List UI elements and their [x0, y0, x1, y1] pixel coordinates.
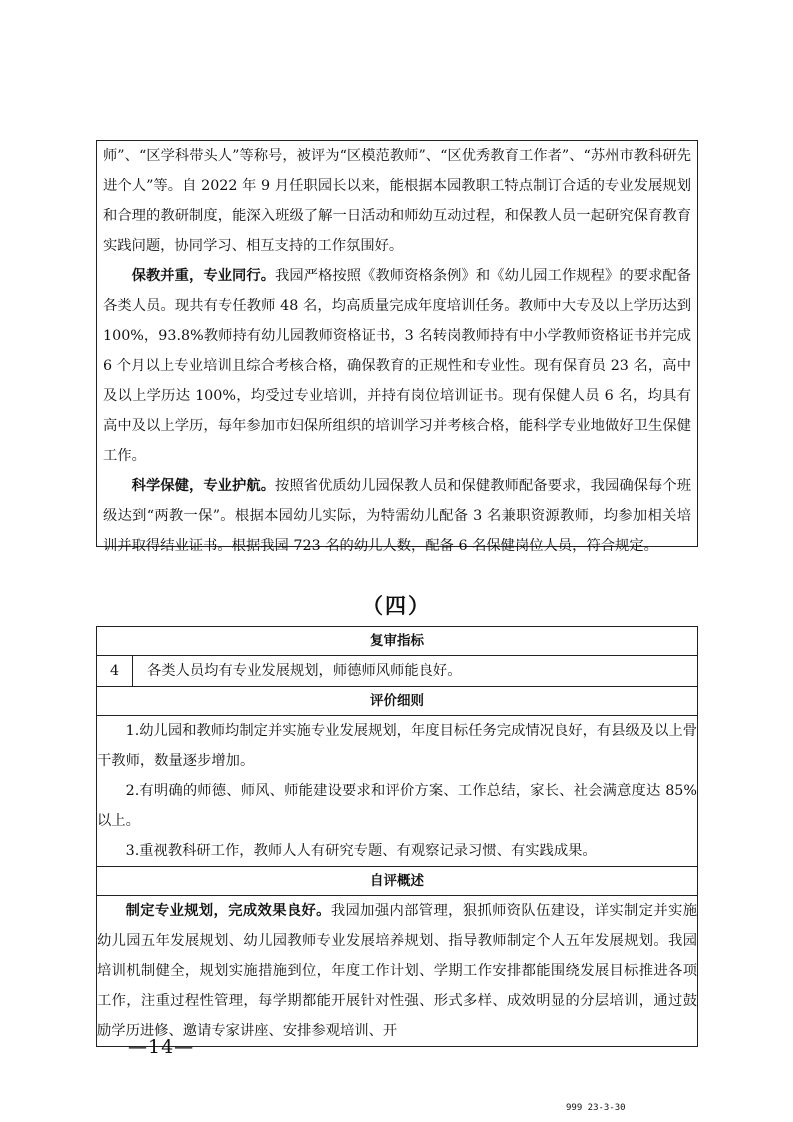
self-eval-lead: 制定专业规划，完成效果良好。 [125, 903, 331, 919]
self-eval-cell [97, 896, 698, 1047]
paragraph-qualifications: 师”、“区学科带头人”等称号，被评为“区模范教师”、“区优秀教育工作者”、“苏州市教科研先进个人”等。自 2022 年 9 月任职园长以来，能根据本园教职工特点制订合适的专业发展规划和合理的教研制度，能深入班级了解一日活动和师幼互动过程，和保教人员一起研究保育教育实践问题，协同学习、相互支持的工作氛围好。 [103, 148, 691, 254]
paragraph-body-health: 按照省优质幼儿园保教人员和保健教师配备要求，我园确保每个班级达到“两教一保”。根据本园幼儿实际，为特需幼儿配备 3 名兼职资源教师，均参加相关培训并取得结业证书。根据我园 723 名的幼儿人数，配备 6 名保健岗位人员，符合规定。 [103, 478, 692, 554]
criteria-header: 评价细则 [97, 687, 698, 716]
section-heading: （四） [362, 593, 431, 618]
criteria-item: 2.有明确的师德、师风、师能建设要求和评价方案、工作总结，家长、社会满意度达 85%以上。 [97, 783, 697, 829]
table-row [97, 716, 698, 867]
paragraph-lead-health: 科学保健，专业护航。 [131, 478, 276, 494]
criteria-cell [97, 716, 698, 867]
self-eval-header: 自评概述 [97, 867, 698, 896]
paragraph-body-staffing: 我园严格按照《教师资格条例》和《幼儿园工作规程》的要求配备各类人员。现共有专任教师 48 名，均高质量完成年度培训任务。教师中大专及以上学历达到 100%，93.8%教师持有幼儿园教师资格证书，3 名转岗教师持有中小学教师资格证书并完成 6 个月以上专业培训且综合考核合格，确保教育的正规性和专业性。现有保育员 23 名，高中及以上学历达 100%，均受过专业培训，并持有岗位培训证书。现有保健人员 6 名，均具有高中及以上学历，每年参加市妇保所组织的培训学习并考核合格，能科学专业地做好卫生保健工作。 [103, 268, 692, 464]
footer-code: 999 23-3-30 [566, 1103, 626, 1113]
criteria-item: 3.重视教科研工作，教师人人有研究专题、有观察记录习惯、有实践成果。 [125, 843, 597, 859]
table-row [97, 896, 698, 1047]
review-indicator-header: 复审指标 [97, 627, 698, 656]
self-eval-paragraph [97, 896, 697, 1046]
continued-text-box [96, 140, 698, 554]
paragraph-health [97, 471, 697, 561]
paragraph-staffing [97, 261, 697, 471]
indicator-text: 各类人员均有专业发展规划，师德师风师能良好。 [133, 656, 698, 687]
table-row [97, 627, 698, 656]
table-row [97, 867, 698, 896]
self-eval-body: 我园加强内部管理，狠抓师资队伍建设，详实制定并实施幼儿园五年发展规划、幼儿园教师专业发展培养规划、指导教师制定个人五年发展规划。我园培训机制健全，规划实施措施到位，年度工作计划、学期工作安排都能围绕发展目标推进各项工作，注重过程性管理，每学期都能开展针对性强、形式多样、成效明显的分层培训，通过鼓励学历进修、邀请专家讲座、安排参观培训、开 [97, 903, 697, 1039]
table-row [97, 656, 698, 687]
paragraph-lead-staffing: 保教并重，专业同行。 [131, 268, 276, 284]
page-number: —14— [128, 1036, 195, 1058]
item-number: 4 [97, 656, 133, 687]
criteria-item: 1.幼儿园和教师均制定并实施专业发展规划，年度目标任务完成情况良好，有县级及以上骨干教师，数量逐步增加。 [97, 723, 697, 769]
review-table [96, 626, 698, 1047]
table-row [97, 687, 698, 716]
